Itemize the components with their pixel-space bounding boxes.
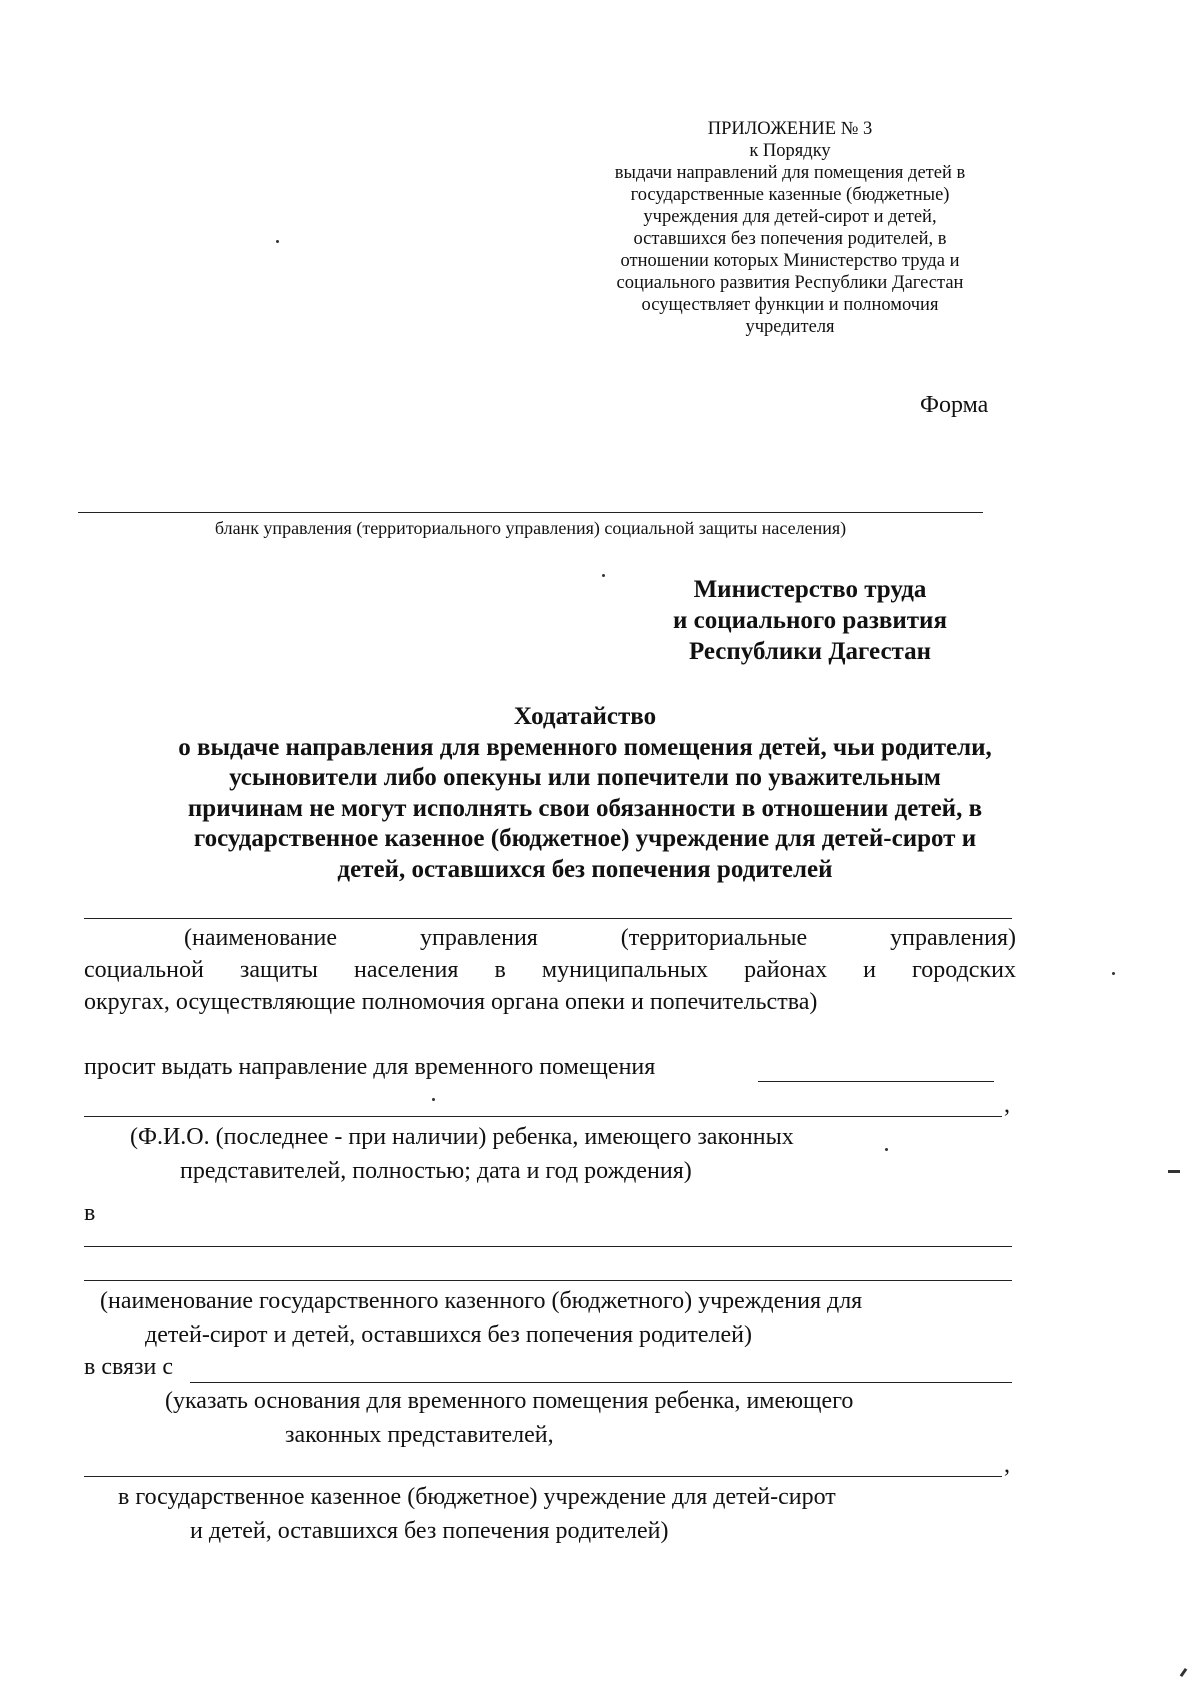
institution-caption-line: детей-сирот и детей, оставшихся без попечения родителей) bbox=[145, 1322, 753, 1348]
recipient-line: Республики Дагестан bbox=[688, 638, 932, 665]
form-label: Форма bbox=[920, 392, 989, 418]
caption-word: управления bbox=[419, 925, 538, 951]
recipient-block bbox=[600, 574, 1020, 667]
authority-caption bbox=[84, 922, 1016, 1018]
caption-word: (наименование bbox=[184, 925, 338, 951]
caption-word: населения bbox=[353, 957, 459, 983]
final-caption-line: в государственное казенное (бюджетное) учреждение для детей-сирот bbox=[118, 1484, 836, 1510]
scan-mark bbox=[1168, 1170, 1180, 1173]
annex-line: государственные казенные (бюджетные) bbox=[630, 185, 950, 205]
scan-speck bbox=[276, 240, 279, 243]
request-field[interactable] bbox=[758, 1081, 994, 1082]
institution-field[interactable] bbox=[84, 1246, 1012, 1247]
caption-word: защиты bbox=[239, 957, 318, 983]
title-line: детей, оставшихся без попечения родителей bbox=[337, 855, 833, 883]
document-title bbox=[70, 702, 1100, 885]
reason-caption-line: (указать основания для временного помещения ребенка, имеющего bbox=[165, 1388, 854, 1414]
reason-field[interactable] bbox=[84, 1476, 1002, 1477]
recipient-line: Министерство труда bbox=[693, 576, 927, 603]
reason-field[interactable] bbox=[190, 1382, 1012, 1383]
annex-line: оставшихся без попечения родителей, в bbox=[633, 229, 947, 249]
child-name-field[interactable] bbox=[84, 1116, 1002, 1117]
authority-caption-row bbox=[84, 954, 1016, 986]
authority-caption-row: округах, осуществляющие полномочия органа опеки и попечительства) bbox=[84, 989, 818, 1015]
annex-line: отношении которых Министерство труда и bbox=[620, 251, 960, 271]
annex-line: ПРИЛОЖЕНИЕ № 3 bbox=[707, 119, 873, 139]
recipient-line: и социального развития bbox=[673, 607, 947, 634]
authority-name-field[interactable] bbox=[84, 918, 1012, 919]
in-label: в bbox=[84, 1200, 96, 1226]
scan-speck bbox=[432, 1098, 435, 1101]
annex-line: осуществляет функции и полномочия bbox=[641, 295, 939, 315]
reason-caption-line: законных представителей, bbox=[285, 1422, 554, 1448]
institution-field[interactable] bbox=[84, 1280, 1012, 1281]
annex-line: учредителя bbox=[745, 317, 835, 337]
caption-word: в bbox=[494, 957, 506, 983]
authority-caption-row bbox=[84, 922, 1016, 954]
caption-word: районах bbox=[744, 957, 828, 983]
title-heading: Ходатайство bbox=[513, 703, 657, 730]
letterhead-line bbox=[78, 512, 983, 513]
scan-speck bbox=[885, 1148, 888, 1151]
title-line: причинам не могут исполнять свои обязанности в отношении детей, в bbox=[187, 794, 983, 822]
title-line: о выдаче направления для временного помещения детей, чьи родители, bbox=[178, 733, 992, 761]
caption-word: городских bbox=[912, 957, 1016, 983]
comma: , bbox=[1004, 1092, 1010, 1118]
request-text: просит выдать направление для временного помещения bbox=[84, 1054, 656, 1080]
caption-word: социальной bbox=[84, 957, 204, 983]
final-caption-line: и детей, оставшихся без попечения родителей) bbox=[190, 1518, 669, 1544]
title-line: усыновители либо опекуны или попечители по уважительным bbox=[229, 764, 941, 791]
annex-line: учреждения для детей-сирот и детей, bbox=[643, 207, 937, 227]
annex-line: к Порядку bbox=[749, 141, 831, 161]
caption-word: (территориальные bbox=[620, 925, 808, 951]
reason-label: в связи с bbox=[84, 1354, 174, 1380]
annex-line: социального развития Республики Дагестан bbox=[616, 273, 964, 293]
annex-line: выдачи направлений для помещения детей в bbox=[614, 163, 966, 183]
child-caption-line: (Ф.И.О. (последнее - при наличии) ребенка, имеющего законных bbox=[130, 1124, 794, 1150]
institution-caption-line: (наименование государственного казенного (бюджетного) учреждения для bbox=[100, 1288, 863, 1314]
letterhead-caption: бланк управления (территориального управления) социальной защиты населения) bbox=[214, 518, 847, 538]
caption-word: муниципальных bbox=[541, 957, 709, 983]
annex-block bbox=[560, 118, 1020, 338]
scan-speck bbox=[1112, 972, 1115, 975]
comma: , bbox=[1004, 1452, 1010, 1478]
caption-word: управления) bbox=[890, 925, 1016, 951]
scan-mark bbox=[1180, 1668, 1188, 1677]
child-caption-line: представителей, полностью; дата и год рождения) bbox=[180, 1158, 692, 1184]
title-line: государственное казенное (бюджетное) учреждение для детей-сирот и bbox=[193, 825, 977, 852]
scan-speck bbox=[602, 574, 605, 577]
caption-word: и bbox=[863, 957, 876, 983]
